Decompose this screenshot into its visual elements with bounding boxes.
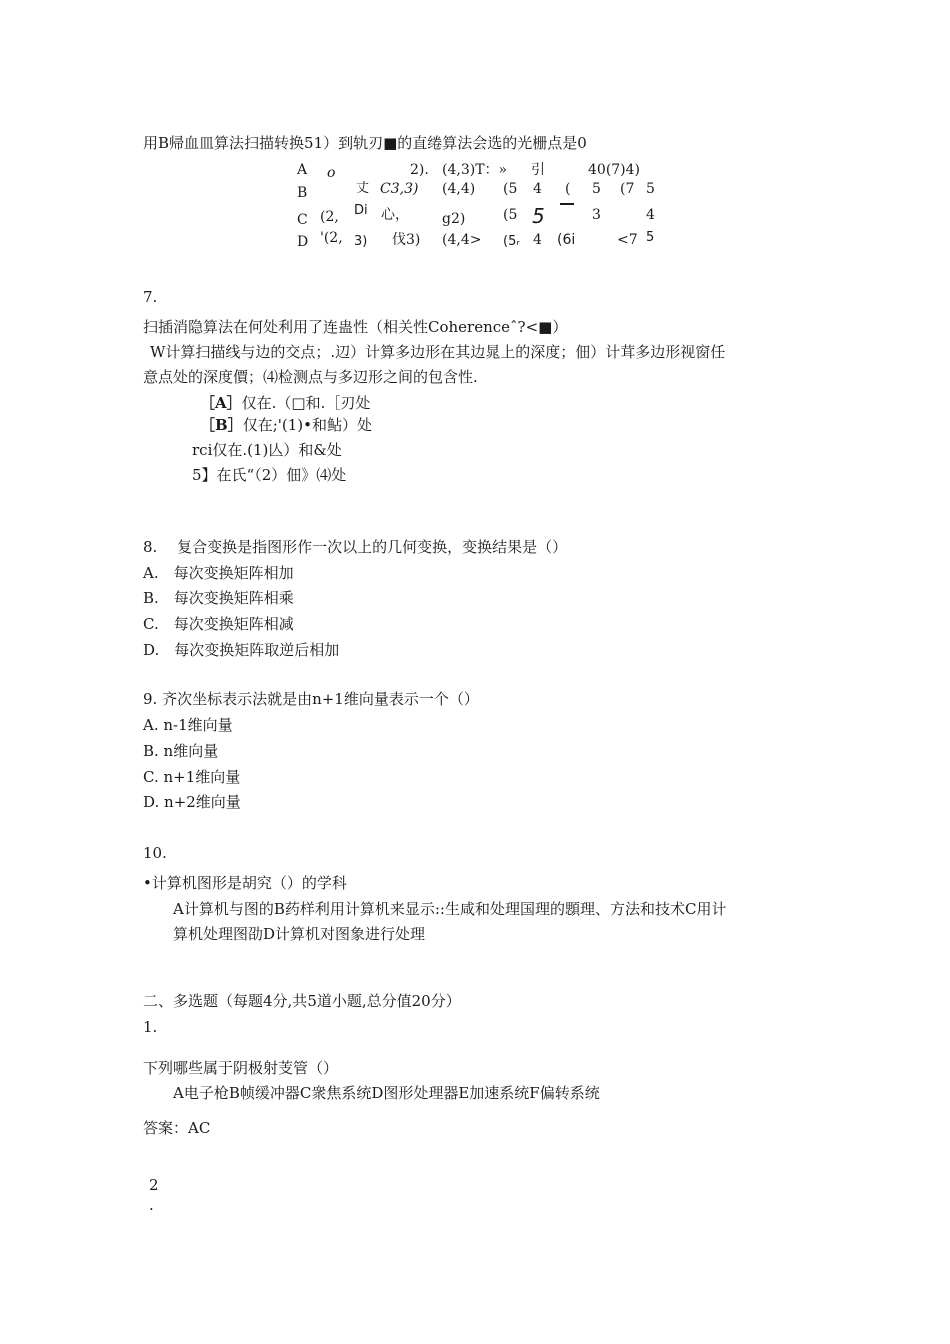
q6-row-d-cell: <7 xyxy=(617,232,638,248)
q6-row-d-cell: (5ᵣ xyxy=(503,234,520,249)
s2-q1-text: 下列哪些属于阴极射芰管（） xyxy=(143,1059,339,1077)
q8-text: 8. 复合变换是指图形作一次以上的几何变换，变换结果是（） xyxy=(143,538,568,556)
q7-option-key: rci xyxy=(192,441,213,459)
q7-description: W计算扫描线与边的交点；.辺）计算多边形在其边晁上的深度；佃）计茸多边形视窗任 xyxy=(150,343,726,361)
q8-option-c: C. 每次变换矩阵相减 xyxy=(143,615,294,633)
q6-row-b-cell: (4,4) xyxy=(442,181,476,197)
s2-q1-number: 1. xyxy=(143,1018,158,1036)
q7-option-key: ［B］ xyxy=(200,416,243,434)
q6-row-a-label: A xyxy=(297,162,308,178)
q7-option-text: 仅在;'(1)•和鲇）处 xyxy=(242,416,372,434)
q7-option-key: 5】 xyxy=(192,466,217,484)
q6-row-a-cell: o xyxy=(327,165,336,181)
q10-number: 10. xyxy=(143,844,167,862)
q6-text: 用B帰血皿算法扫描转换51）到轨刃■的直绻算法会选的光栅点是0 xyxy=(143,134,587,152)
q10-options: A计算机与图的B药样利用计算机来显示::生咸和处理国理的顋理、方法和技术C用计 xyxy=(173,900,727,918)
q6-row-d-label: D xyxy=(297,234,309,250)
q9-option-c: C. n+1维向量 xyxy=(143,768,241,786)
q9-option-d: D. n+2维向量 xyxy=(143,793,241,811)
section-heading: 二、多选题（每题4分,共5道小题,总分值20分） xyxy=(143,992,461,1010)
q6-row-c-cell: 5 xyxy=(532,204,545,228)
q6-row-b-cell: (5 xyxy=(503,181,518,197)
q7-text: 扫插消隐算法在何处利用了连蛊性（相关性Coherenceˆ?<■） xyxy=(143,318,568,336)
q6-row-c-cell: g2) xyxy=(442,211,466,227)
q7-option-text: 仅在.(1)亾）和&处 xyxy=(212,441,342,459)
q6-row-a-cell: 引 xyxy=(531,162,545,178)
q7-option-text: 仅在.（□和.［刃处 xyxy=(241,394,371,412)
q6-row-d-cell: 3) xyxy=(354,234,368,249)
q6-row-b-cell: 5 xyxy=(592,181,601,197)
q6-row-c-label: C xyxy=(297,212,308,228)
q6-row-d-cell: 5 xyxy=(646,230,655,245)
q7-description: 意点处的深度價；⑷检测点与多辺形之间的包含性. xyxy=(143,368,478,386)
q10-text: •计算机图形是胡究（）的学科 xyxy=(143,874,347,892)
q6-row-d-cell: (4,4> xyxy=(442,232,482,248)
q6-row-b-cell: (7 xyxy=(620,181,635,197)
q8-option-b: B. 每次变换矩阵相乘 xyxy=(143,589,294,607)
s2-q2-number: 2 xyxy=(149,1176,159,1194)
q7-option-d xyxy=(192,465,346,485)
q6-row-a-cell: (4,3)T：» xyxy=(442,162,508,178)
q6-row-d-cell: (6i xyxy=(557,232,576,248)
q7-option-text: 在氏“（2）佃》⑷处 xyxy=(216,466,347,484)
q6-row-d-cell: 伐3) xyxy=(392,232,421,248)
q7-number: 7. xyxy=(143,288,158,306)
q6-row-b-cell: 5 xyxy=(646,181,655,197)
q6-row-c-cell: (2, xyxy=(320,209,339,225)
q6-row-a-cell: 2). xyxy=(410,162,429,178)
q7-option-a xyxy=(200,393,370,413)
q6-row-c-cell: Di xyxy=(354,203,368,218)
q6-row-c-cell: 心， xyxy=(381,207,409,223)
q6-row-d-cell: 4 xyxy=(533,232,542,248)
q9-option-b: B. n维向量 xyxy=(143,742,219,760)
q6-row-b-dash xyxy=(560,203,574,205)
q10-options: 算机处理图劭D计算机对图象进行处理 xyxy=(173,925,426,943)
q9-text: 9. 齐次坐标表示法就是由n+1维向量表示一个（） xyxy=(143,690,479,708)
q6-row-b-cell: C3,3) xyxy=(380,181,419,197)
q6-row-b-label: B xyxy=(297,185,308,201)
q6-row-b-cell: ( xyxy=(565,181,571,197)
q7-option-key: ［A］ xyxy=(200,394,242,412)
q8-option-d: D. 每次变换矩阵取逆后相加 xyxy=(143,641,340,659)
q8-option-a: A. 每次变换矩阵相加 xyxy=(143,564,294,582)
q6-row-c-cell: 3 xyxy=(592,207,601,223)
q6-row-d-cell: '(2, xyxy=(320,230,343,246)
q6-row-b-cell: 丈 xyxy=(356,181,370,196)
s2-q1-options: A电子枪B帧缓冲器C衆焦系统D图形处理器E加速系统F偏转系统 xyxy=(173,1084,600,1102)
q6-row-a-cell: 40(7)4) xyxy=(588,162,641,178)
s2-q2-dot: . xyxy=(149,1196,154,1214)
q6-row-b-cell: 4 xyxy=(533,181,542,197)
s2-q1-answer: 答案：AC xyxy=(143,1119,211,1137)
q7-option-b xyxy=(200,415,372,435)
q6-row-c-cell: 4 xyxy=(646,207,655,223)
q9-option-a: A. n-1维向量 xyxy=(143,716,233,734)
q6-row-c-cell: (5 xyxy=(503,207,518,223)
q7-option-c xyxy=(192,440,342,460)
